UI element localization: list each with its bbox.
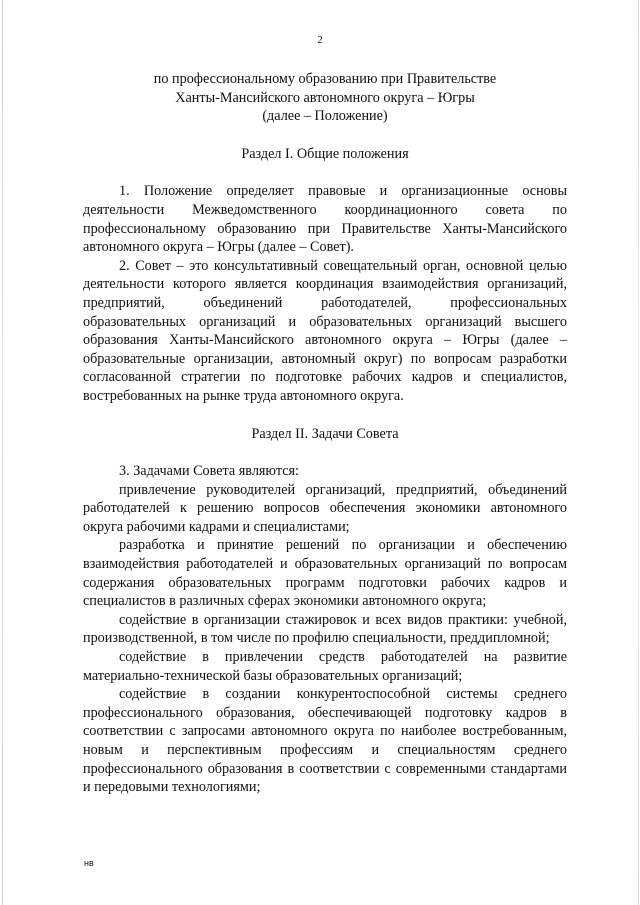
header-line-3: (далее – Положение) [262,108,388,125]
section-1-title: Раздел I. Общие положения [241,145,409,162]
document-body [83,70,567,797]
task-item-1: привлечение руководителей организаций, предприятий, объединений работодателей к решению вопросов обеспечения экономики автономного округа рабочими кадрами и специалистами; [83,481,567,535]
section-2-title: Раздел II. Задачи Совета [251,425,399,442]
page-edge-right [638,0,639,905]
task-item-5: содействие в создании конкурентоспособной системы среднего профессионального образования, обеспечивающей подготовку кадров в соответствии с запросами автономного округа по наиболее востребованным, новым и перспективным профессиям и специальностям среднего профессионального образования в соответствии с современными стандартами и передовыми технологиями; [83,686,567,796]
task-item-4: содействие в привлечении средств работодателей на развитие материально-технической базы образовательных организаций; [83,649,567,684]
page-edge-left [2,0,3,905]
paragraph-2: 2. Совет – это консультативный совещательный орган, основной целью деятельности которого является координация взаимодействия организаций, предприятий, объединений работодателей, профессиональных образовательных организаций и образовательных организаций высшего образования Ханты-Мансийского автономного округа – Югры (далее – образовательные организации, автономный округ) по вопросам разработки согласованной стратегии по подготовке рабочих кадров и специалистов, востребованных на рынке труда автономного округа. [83,257,567,404]
page-number: 2 [317,34,323,46]
paragraph-1: 1. Положение определяет правовые и организационные основы деятельности Межведомственного координационного совета по профессиональному образованию при Правительстве Ханты-Мансийского автономного округа – Югры (далее – Совет). [83,183,567,256]
task-item-3: содействие в организации стажировок и всех видов практики: учебной, производственной, в том числе по профилю специальности, преддипломной; [83,611,567,647]
header-line-1: по профессиональному образованию при Правительстве [153,71,497,87]
header-line-2: Ханты-Мансийского автономного округа – Югры [175,89,475,106]
footer-code: нв [84,858,94,868]
task-item-2: разработка и принятие решений по организации и обеспечению взаимодействия работодателей и образовательных организаций по вопросам содержания образовательных программ подготовки рабочих кадров и специалистов в различных сферах экономики автономного округа; [83,537,567,610]
section-2-intro: 3. Задачами Совета являются: [119,463,299,480]
